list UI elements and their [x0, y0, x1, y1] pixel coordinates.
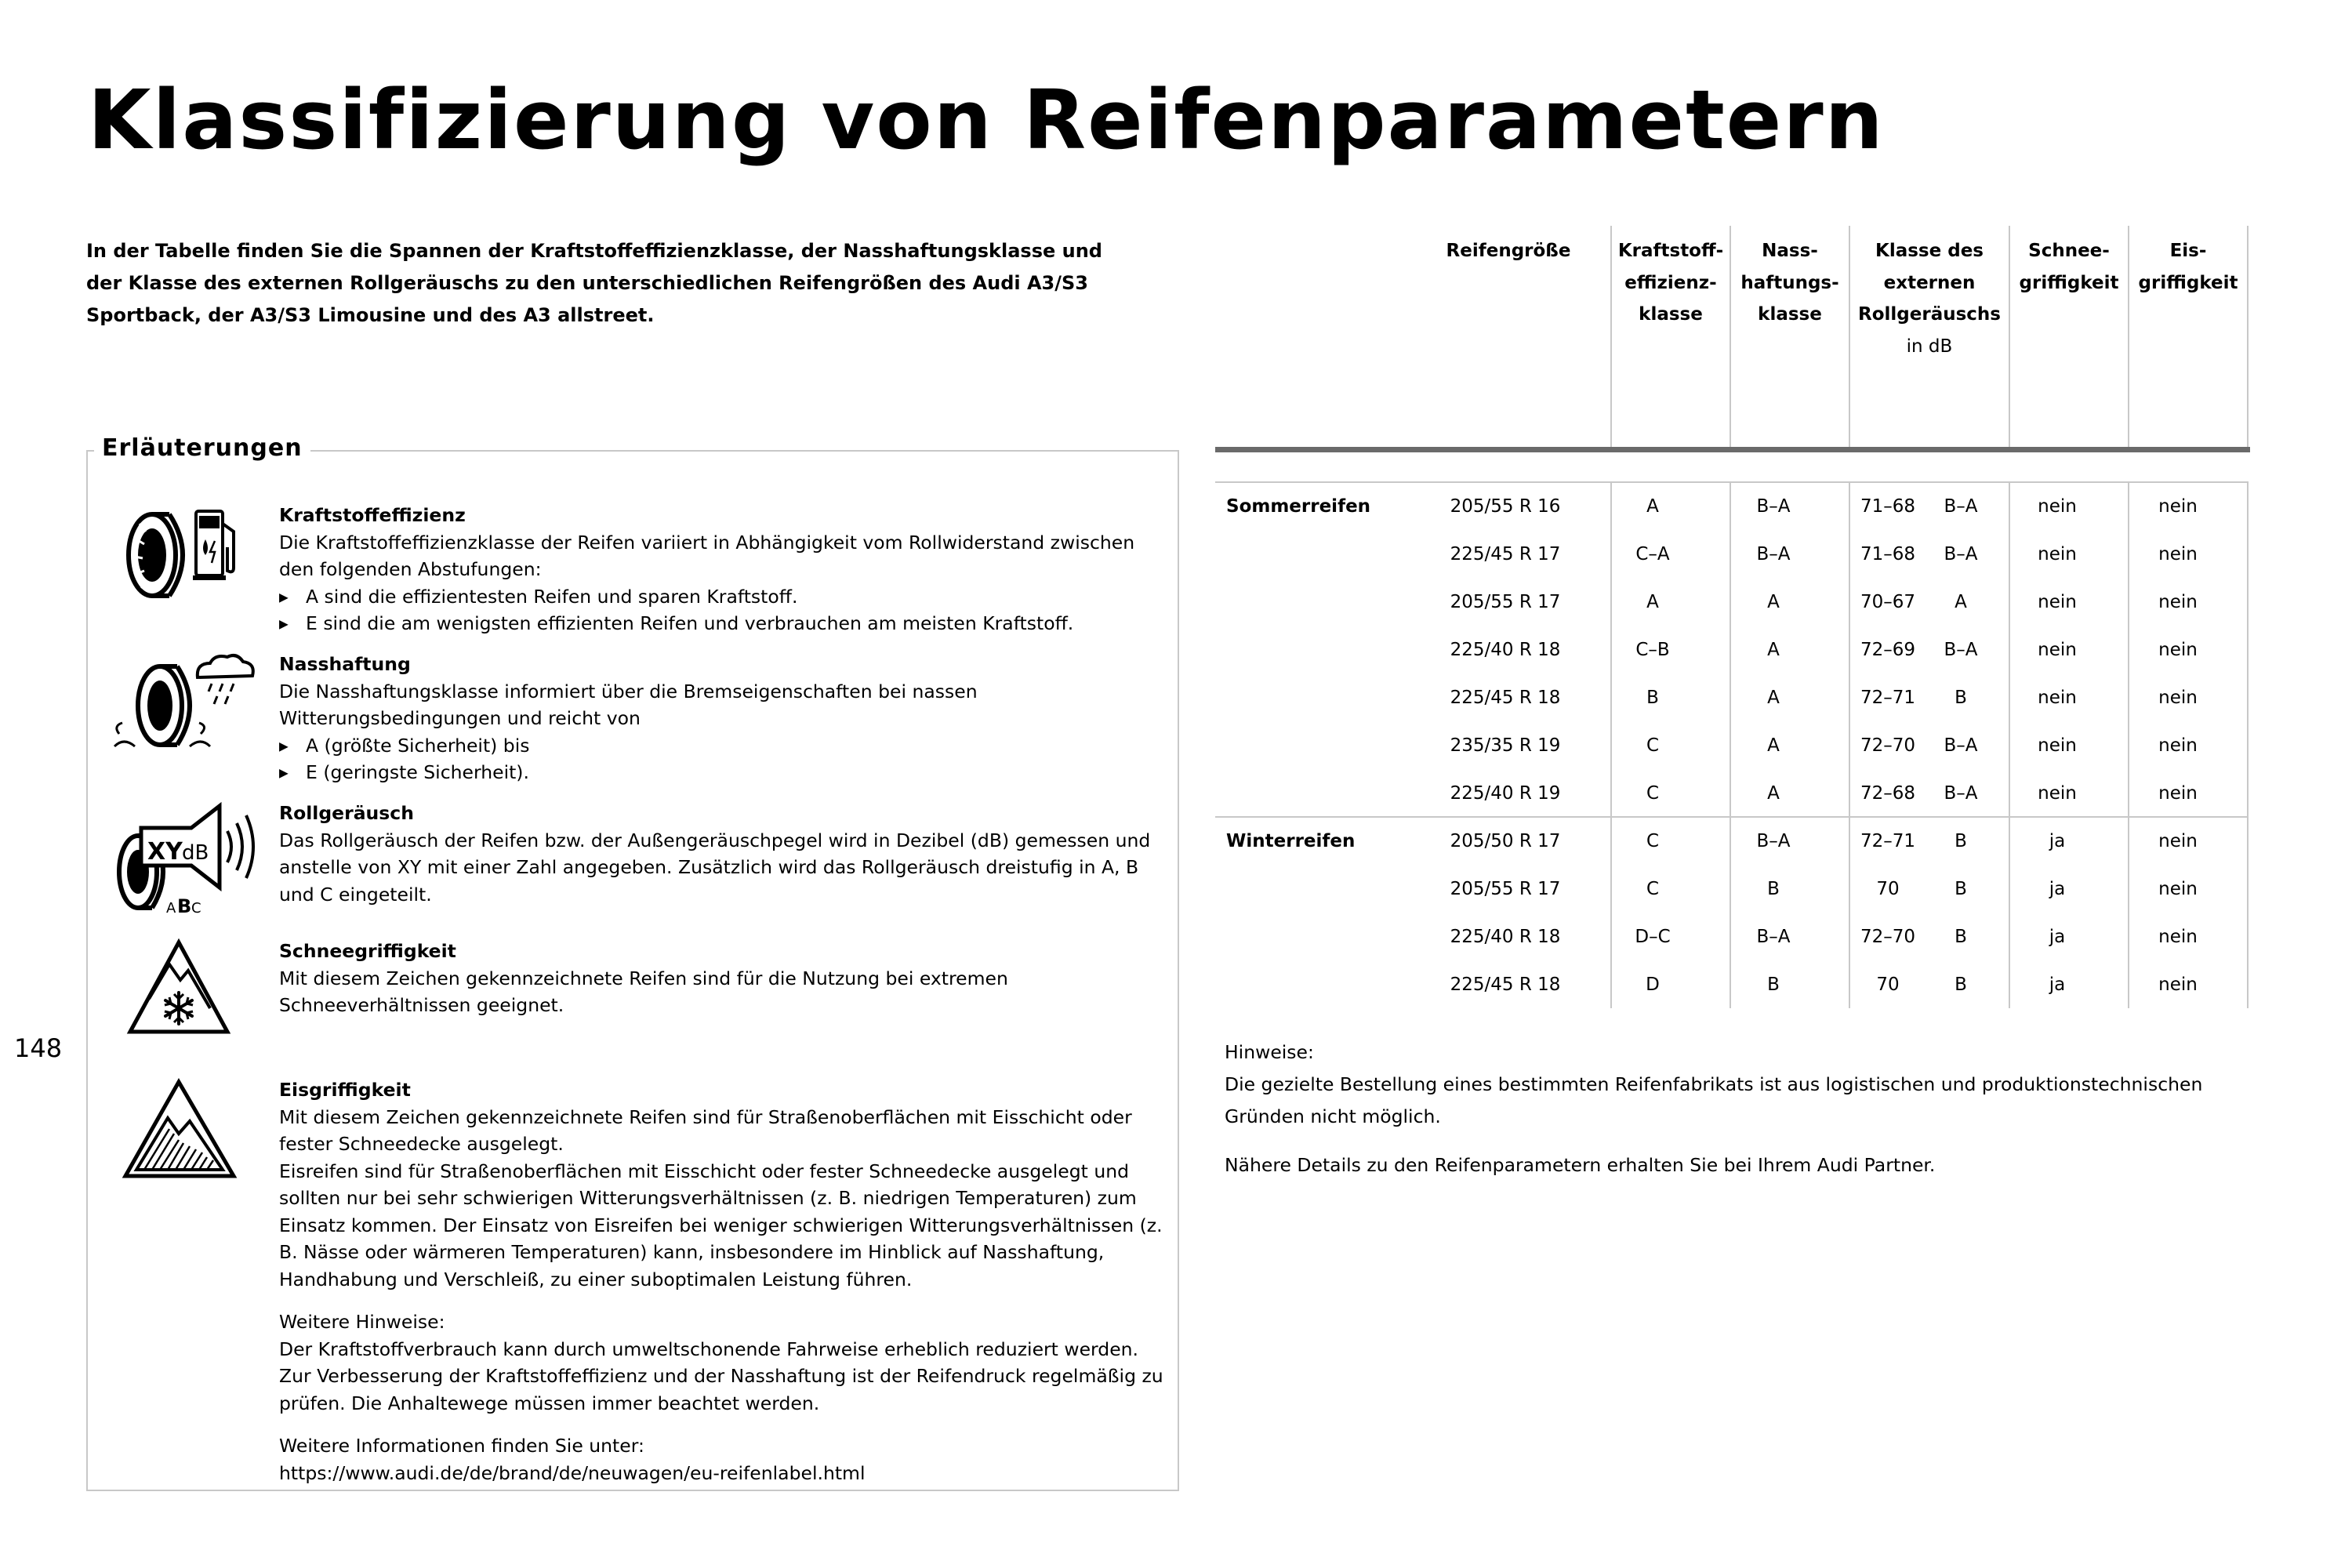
table-row: 225/45 R 18 B A 72–71 B nein nein	[1450, 688, 2198, 708]
fuel-efficiency-icon	[118, 500, 243, 602]
header-fuel-efficiency: Kraftstoff- effizienz- klasse	[1617, 241, 1724, 325]
wet-bullet-1: ▸ A (größte Sicherheit) bis	[279, 732, 1165, 760]
header-wet-grip: Nass- haftungs- klasse	[1740, 241, 1839, 325]
noise-text: Das Rollgeräusch der Reifen bzw. der Außengeräuschpegel wird in Dezibel (dB) gemessen und anstelle von XY mit einer Zahl angegeben. Zusätzlich wird das Rollgeräusch dreistufig in A, B und C eingeteilt.	[279, 829, 1151, 906]
rolling-noise-icon	[110, 800, 259, 917]
legend-ice	[279, 1076, 1165, 1486]
noise-icon-xy: XY	[147, 838, 183, 866]
wet-text: Die Nasshaftungsklasse informiert über die Bremseigenschaften bei nassen Witterungsbedingungen und reicht von	[279, 680, 978, 729]
fuel-text: Die Kraftstoffeffizienzklasse der Reifen variiert in Abhängigkeit vom Rollwiderstand zwischen den folgenden Abstufungen:	[279, 531, 1135, 580]
noise-icon-a: A	[166, 900, 176, 916]
page-number: 148	[14, 1033, 63, 1063]
legend-snow	[279, 938, 1165, 1019]
fuel-bullet-2: ▸ E sind die am wenigsten effizienten Reifen und verbrauchen am meisten Kraftstoff.	[279, 610, 1165, 637]
notes	[1225, 1036, 2236, 1181]
table-row: 225/45 R 17 C–A B–A 71–68 B–A nein nein	[1450, 544, 2198, 564]
page-title: Klassifizierung von Reifenparametern	[88, 72, 1885, 168]
legend-fuel	[279, 502, 1165, 637]
fuel-heading: Kraftstoffeffizienz	[279, 504, 466, 526]
table-row: 225/40 R 18 D–C B–A 72–70 B ja nein	[1450, 927, 2198, 947]
noise-icon-c: C	[191, 900, 201, 916]
more-hints-label: Weitere Hinweise:	[279, 1311, 445, 1333]
header-snow-grip: Schnee- griffigkeit	[2019, 241, 2119, 293]
table-row: 205/55 R 17 A A 70–67 A nein nein	[1450, 592, 2198, 612]
snow-grip-icon	[125, 938, 232, 1036]
notes-label: Hinweise:	[1225, 1041, 1314, 1063]
ice-text-2: Eisreifen sind für Straßenoberflächen mit Eisschicht oder fester Schneedecke ausgelegt und sollten nur bei sehr schwierigen Witterungsverhältnissen (z. B. niedrigen Temperaturen) zum Einsatz kommen. Der Einsatz von Eisreifen bei weniger schwierigen Witterungsverhältnissen (z. B. Nässe oder wärmeren Temperaturen) kann, insbesondere im Hinblick auf Nasshaftung, Handhabung und Verschleiß, zu einer suboptimalen Leistung führen.	[279, 1160, 1163, 1290]
table-row: 225/45 R 18 D B 70 B ja nein	[1450, 975, 2198, 995]
table-row: Winterreifen 205/50 R 17 C B–A 72–71 B ja nein	[1226, 831, 2198, 851]
header-rolling-noise: Klasse des externen Rollgeräuschs in dB	[1858, 241, 2001, 357]
ice-heading: Eisgriffigkeit	[279, 1079, 411, 1101]
snow-heading: Schneegriffigkeit	[279, 940, 456, 962]
table-header-divider	[1215, 447, 2250, 452]
table-row: 225/40 R 19 C A 72–68 B–A nein nein	[1450, 783, 2198, 804]
table-row: 235/35 R 19 C A 72–70 B–A nein nein	[1450, 735, 2198, 756]
noise-icon-b: B	[177, 895, 192, 917]
noise-icon-db: dB	[182, 841, 209, 865]
table-row: 205/55 R 17 C B 70 B ja nein	[1450, 879, 2198, 899]
legend-noise	[279, 800, 1165, 908]
intro-text: In der Tabelle finden Sie die Spannen der Kraftstoffeffizienzklasse, der Nasshaftungsklasse und der Klasse des externen Rollgeräuschs zu den unterschiedlichen Reifengrößen des Audi A3/S3 Sportback, der A3/S3 Limousine und des A3 allstreet.	[86, 240, 1102, 326]
legend-title: Erläuterungen	[94, 434, 310, 462]
legend-wet	[279, 651, 1165, 786]
wet-heading: Nasshaftung	[279, 653, 411, 675]
notes-text-2: Nähere Details zu den Reifenparametern erhalten Sie bei Ihrem Audi Partner.	[1225, 1154, 1936, 1176]
snow-text: Mit diesem Zeichen gekennzeichnete Reifen sind für die Nutzung bei extremen Schneeverhältnissen geeignet.	[279, 967, 1008, 1016]
ice-grip-icon	[121, 1077, 238, 1181]
fuel-bullet-1: ▸ A sind die effizientesten Reifen und sparen Kraftstoff.	[279, 583, 1165, 611]
header-size: Reifengröße	[1446, 241, 1571, 261]
table-row: Sommerreifen 205/55 R 16 A B–A 71–68 B–A nein nein	[1226, 496, 2198, 517]
ice-text-1: Mit diesem Zeichen gekennzeichnete Reifen sind für Straßenoberflächen mit Eisschicht oder fester Schneedecke ausgelegt.	[279, 1105, 1132, 1155]
table-row: 225/40 R 18 C–B A 72–69 B–A nein nein	[1450, 640, 2198, 660]
wet-grip-icon	[103, 651, 260, 760]
more-info-link[interactable]: https://www.audi.de/de/brand/de/neuwagen/eu-reifenlabel.html	[279, 1461, 866, 1484]
header-ice-grip: Eis- griffigkeit	[2138, 241, 2238, 293]
more-info-label: Weitere Informationen finden Sie unter:	[279, 1435, 644, 1457]
wet-bullet-2: ▸ E (geringste Sicherheit).	[279, 759, 1165, 786]
more-hints-text: Der Kraftstoffverbrauch kann durch umweltschonende Fahrweise erheblich reduziert werden. Zur Verbesserung der Kraftstoffeffizienz und der Nasshaftung ist der Reifendruck regelmäßig zu prüfen. Die Anhaltewege müssen immer beachtet werden.	[279, 1338, 1163, 1414]
notes-text-1: Die gezielte Bestellung eines bestimmten Reifenfabrikats ist aus logistischen und produktionstechnischen Gründen nicht möglich.	[1225, 1073, 2203, 1127]
noise-heading: Rollgeräusch	[279, 802, 414, 824]
